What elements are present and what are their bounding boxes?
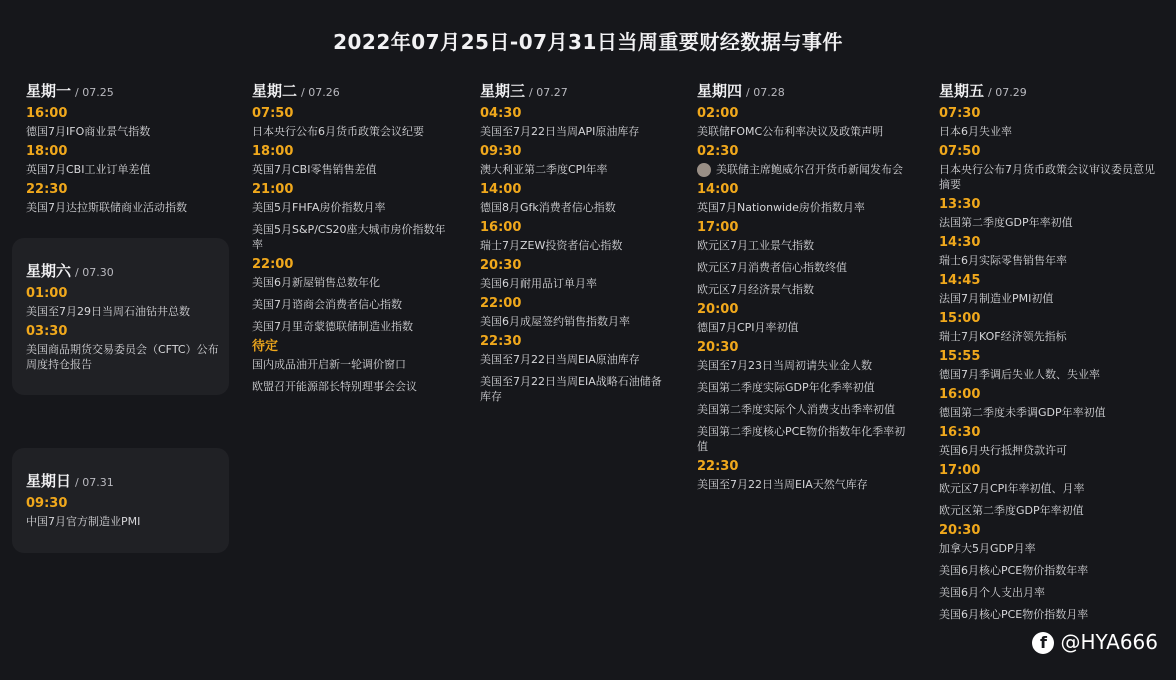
event-item: 瑞士7月ZEW投资者信心指数 bbox=[480, 239, 623, 252]
event-item: 美国至7月29日当周石油钻井总数 bbox=[26, 305, 190, 318]
event-time: 22:00 bbox=[252, 257, 294, 272]
event-item: 美国第二季度核心PCE物价指数年化季率初值 bbox=[697, 425, 906, 453]
event-item: 欧元区7月经济景气指数 bbox=[697, 283, 814, 296]
day-date: / 07.29 bbox=[988, 86, 1027, 99]
watermark bbox=[1032, 630, 1158, 655]
event-text: 美联储主席鲍威尔召开货币新闻发布会 bbox=[716, 163, 903, 176]
event-item: 美国至7月22日当周EIA原油库存 bbox=[480, 353, 640, 366]
event-item: 美国第二季度实际GDP年化季率初值 bbox=[697, 381, 875, 394]
event-time: 17:00 bbox=[939, 463, 981, 478]
event-item: 美国至7月22日当周API原油库存 bbox=[480, 125, 640, 138]
event-item: 英国7月Nationwide房价指数月率 bbox=[697, 201, 865, 214]
day-column bbox=[26, 80, 226, 215]
day-name: 星期一 bbox=[26, 82, 72, 100]
event-item: 美国6月耐用品订单月率 bbox=[480, 277, 597, 290]
event-time: 16:30 bbox=[939, 425, 981, 440]
event-time: 22:30 bbox=[480, 334, 522, 349]
event-item: 欧元区7月CPI年率初值、月率 bbox=[939, 482, 1085, 495]
day-date: / 07.27 bbox=[529, 86, 568, 99]
event-time: 16:00 bbox=[26, 106, 68, 121]
event-time: 13:30 bbox=[939, 197, 981, 212]
event-item: 美国6月个人支出月率 bbox=[939, 586, 1045, 599]
day-header bbox=[252, 80, 452, 101]
event-item: 中国7月官方制造业PMI bbox=[26, 515, 141, 528]
event-time: 16:00 bbox=[480, 220, 522, 235]
event-item: 美国5月FHFA房价指数月率 bbox=[252, 201, 386, 214]
event-time: 01:00 bbox=[26, 286, 68, 301]
day-column bbox=[939, 80, 1164, 622]
event-item: 美国至7月22日当周EIA战略石油储备库存 bbox=[480, 375, 662, 403]
event-item: 德国第二季度未季调GDP年率初值 bbox=[939, 406, 1106, 419]
day-header bbox=[26, 470, 222, 491]
event-item: 美国至7月23日当周初请失业金人数 bbox=[697, 359, 872, 372]
event-item: 美国5月S&P/CS20座大城市房价指数年率 bbox=[252, 223, 446, 251]
day-date: / 07.31 bbox=[75, 476, 114, 489]
event-time: 21:00 bbox=[252, 182, 294, 197]
event-item: 德国7月CPI月率初值 bbox=[697, 321, 799, 334]
day-name: 星期四 bbox=[697, 82, 743, 100]
event-item: 欧元区7月工业景气指数 bbox=[697, 239, 814, 252]
event-item: 美国6月新屋销售总数年化 bbox=[252, 276, 380, 289]
event-item: 欧盟召开能源部长特别理事会会议 bbox=[252, 380, 417, 393]
event-item: 德国7月IFO商业景气指数 bbox=[26, 125, 151, 138]
day-name: 星期二 bbox=[252, 82, 298, 100]
day-column bbox=[480, 80, 670, 404]
event-time: 15:00 bbox=[939, 311, 981, 326]
event-item: 国内成品油开启新一轮调价窗口 bbox=[252, 358, 406, 371]
event-item: 英国6月央行抵押贷款许可 bbox=[939, 444, 1067, 457]
event-time: 18:00 bbox=[252, 144, 294, 159]
event-time: 14:45 bbox=[939, 273, 981, 288]
event-item: 加拿大5月GDP月率 bbox=[939, 542, 1036, 555]
event-item: 美国6月核心PCE物价指数年率 bbox=[939, 564, 1089, 577]
day-column bbox=[26, 260, 222, 372]
day-header bbox=[697, 80, 907, 101]
day-name: 星期六 bbox=[26, 262, 72, 280]
event-item: 美国7月里奇蒙德联储制造业指数 bbox=[252, 320, 413, 333]
event-time: 09:30 bbox=[480, 144, 522, 159]
event-time: 20:00 bbox=[697, 302, 739, 317]
event-time: 20:30 bbox=[480, 258, 522, 273]
event-time: 14:00 bbox=[697, 182, 739, 197]
day-column bbox=[26, 470, 222, 529]
page-title: 2022年07月25日-07月31日当周重要财经数据与事件 bbox=[333, 30, 843, 54]
day-column bbox=[697, 80, 907, 492]
event-time: 15:55 bbox=[939, 349, 981, 364]
event-item: 美国6月成屋签约销售指数月率 bbox=[480, 315, 630, 328]
event-time: 04:30 bbox=[480, 106, 522, 121]
event-time: 02:30 bbox=[697, 144, 739, 159]
day-date: / 07.28 bbox=[746, 86, 785, 99]
avatar bbox=[697, 163, 711, 177]
event-item: 英国7月CBI工业订单差值 bbox=[26, 163, 151, 176]
event-time: 16:00 bbox=[939, 387, 981, 402]
event-time: 18:00 bbox=[26, 144, 68, 159]
event-item: 瑞士6月实际零售销售年率 bbox=[939, 254, 1067, 267]
event-item bbox=[697, 162, 907, 177]
facebook-icon: f bbox=[1032, 632, 1054, 654]
day-name: 星期三 bbox=[480, 82, 526, 100]
event-item: 法国第二季度GDP年率初值 bbox=[939, 216, 1073, 229]
event-item: 美国第二季度实际个人消费支出季率初值 bbox=[697, 403, 895, 416]
event-time: 20:30 bbox=[697, 340, 739, 355]
watermark-handle: @HYA666 bbox=[1060, 629, 1158, 654]
event-item: 美国7月达拉斯联储商业活动指数 bbox=[26, 201, 187, 214]
event-item: 英国7月CBI零售销售差值 bbox=[252, 163, 377, 176]
event-item: 日本央行公布6月货币政策会议纪要 bbox=[252, 125, 424, 138]
event-time: 07:50 bbox=[939, 144, 981, 159]
event-time: 22:30 bbox=[26, 182, 68, 197]
event-item: 欧元区7月消费者信心指数终值 bbox=[697, 261, 847, 274]
event-time: 03:30 bbox=[26, 324, 68, 339]
event-time: 14:00 bbox=[480, 182, 522, 197]
event-time: 22:30 bbox=[697, 459, 739, 474]
day-header bbox=[480, 80, 670, 101]
event-time: 07:30 bbox=[939, 106, 981, 121]
event-item: 美国6月核心PCE物价指数月率 bbox=[939, 608, 1089, 621]
day-date: / 07.25 bbox=[75, 86, 114, 99]
event-item: 德国8月Gfk消费者信心指数 bbox=[480, 201, 616, 214]
day-name: 星期日 bbox=[26, 472, 72, 490]
event-item: 欧元区第二季度GDP年率初值 bbox=[939, 504, 1084, 517]
event-item: 日本央行公布7月货币政策会议审议委员意见摘要 bbox=[939, 163, 1155, 191]
event-time: 09:30 bbox=[26, 496, 68, 511]
event-item: 美国至7月22日当周EIA天然气库存 bbox=[697, 478, 868, 491]
day-header bbox=[939, 80, 1164, 101]
day-header bbox=[26, 80, 226, 101]
event-time: 07:50 bbox=[252, 106, 294, 121]
event-time: 20:30 bbox=[939, 523, 981, 538]
event-item: 澳大利亚第二季度CPI年率 bbox=[480, 163, 608, 176]
event-item: 法国7月制造业PMI初值 bbox=[939, 292, 1054, 305]
event-time: 02:00 bbox=[697, 106, 739, 121]
event-time: 17:00 bbox=[697, 220, 739, 235]
day-column bbox=[252, 80, 452, 394]
event-time: 待定 bbox=[252, 339, 279, 354]
event-item: 日本6月失业率 bbox=[939, 125, 1012, 138]
day-name: 星期五 bbox=[939, 82, 985, 100]
event-item: 美联储FOMC公布利率决议及政策声明 bbox=[697, 125, 884, 138]
event-time: 14:30 bbox=[939, 235, 981, 250]
day-header bbox=[26, 260, 222, 281]
event-time: 22:00 bbox=[480, 296, 522, 311]
event-item: 美国7月谘商会消费者信心指数 bbox=[252, 298, 402, 311]
day-date: / 07.30 bbox=[75, 266, 114, 279]
event-item: 德国7月季调后失业人数、失业率 bbox=[939, 368, 1100, 381]
event-item: 瑞士7月KOF经济领先指标 bbox=[939, 330, 1067, 343]
event-item: 美国商品期货交易委员会（CFTC）公布周度持仓报告 bbox=[26, 343, 219, 371]
day-date: / 07.26 bbox=[301, 86, 340, 99]
